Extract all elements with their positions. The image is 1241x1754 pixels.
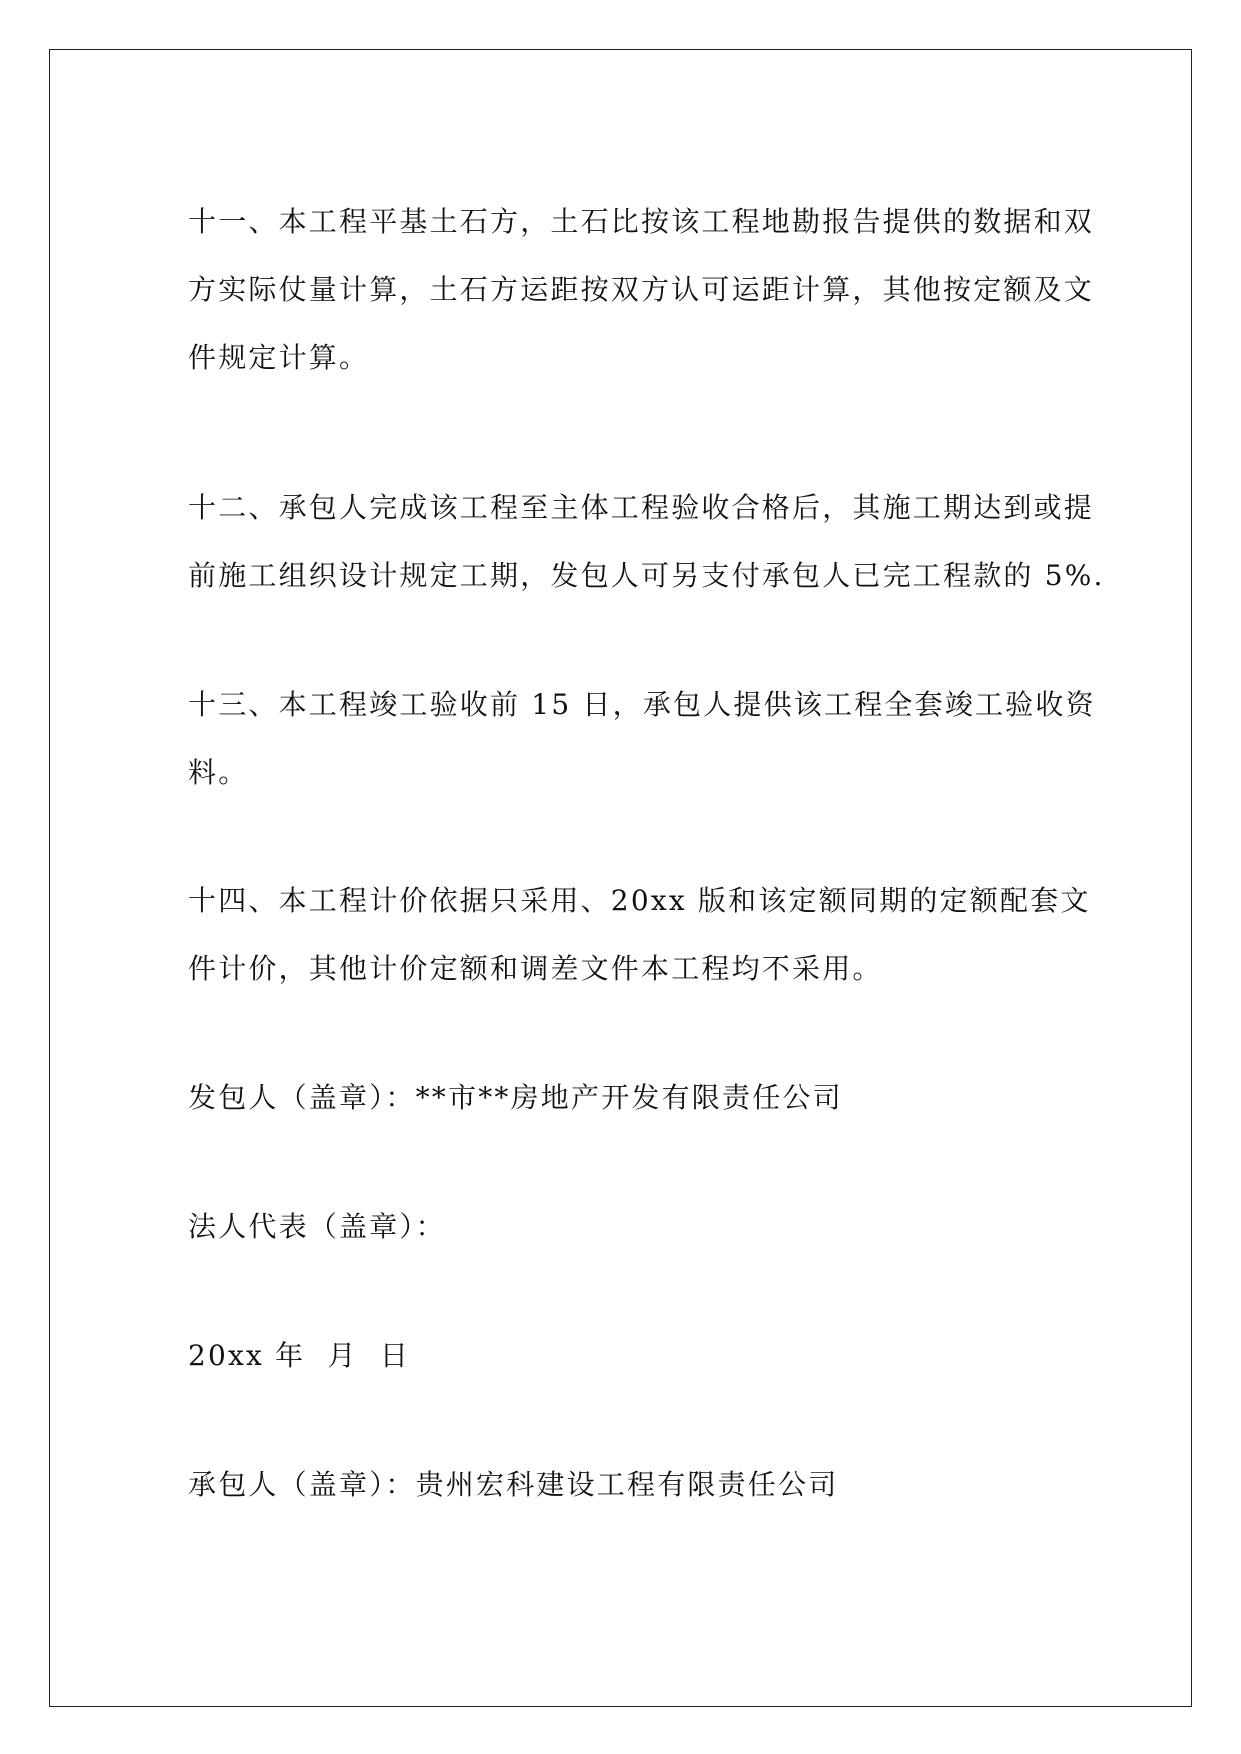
clause-13-line-2: 料。 xyxy=(188,756,249,789)
contractor-seal-label: 承包人（盖章）：贵州宏科建设工程有限责任公司 xyxy=(188,1468,839,1501)
legal-rep-signature-line xyxy=(188,1193,1068,1261)
signing-date-line xyxy=(188,1322,1068,1390)
clause-13-line-1: 十三、本工程竣工验收前 15 日，承包人提供该工程全套竣工验收资 xyxy=(188,688,1096,721)
employer-seal-label: 发包人（盖章）：**市**房地产开发有限责任公司 xyxy=(188,1081,843,1114)
signing-date: 20xx 年 月 日 xyxy=(188,1339,411,1372)
clause-12-line-1: 十二、承包人完成该工程至主体工程验收合格后，其施工期达到或提 xyxy=(188,491,1095,524)
clause-12 xyxy=(188,474,1105,610)
contractor-signature-line xyxy=(188,1451,1068,1519)
clause-11 xyxy=(188,188,1095,392)
clause-11-line-3: 件规定计算。 xyxy=(188,341,370,374)
legal-rep-seal-label: 法人代表（盖章）： xyxy=(188,1210,446,1243)
clause-14-line-1: 十四、本工程计价依据只采用、20xx 版和该定额同期的定额配套文 xyxy=(188,884,1091,917)
clause-13 xyxy=(188,671,1096,807)
clause-12-line-2: 前施工组织设计规定工期，发包人可另支付承包人已完工程款的 5%. xyxy=(188,559,1105,592)
clause-11-line-1: 十一、本工程平基土石方，土石比按该工程地勘报告提供的数据和双 xyxy=(188,205,1095,238)
clause-14 xyxy=(188,867,1091,1003)
clause-11-line-2: 方实际仗量计算，土石方运距按双方认可运距计算，其他按定额及文 xyxy=(188,273,1095,306)
employer-signature-line xyxy=(188,1064,1068,1132)
clause-14-line-2: 件计价，其他计价定额和调差文件本工程均不采用。 xyxy=(188,952,883,985)
